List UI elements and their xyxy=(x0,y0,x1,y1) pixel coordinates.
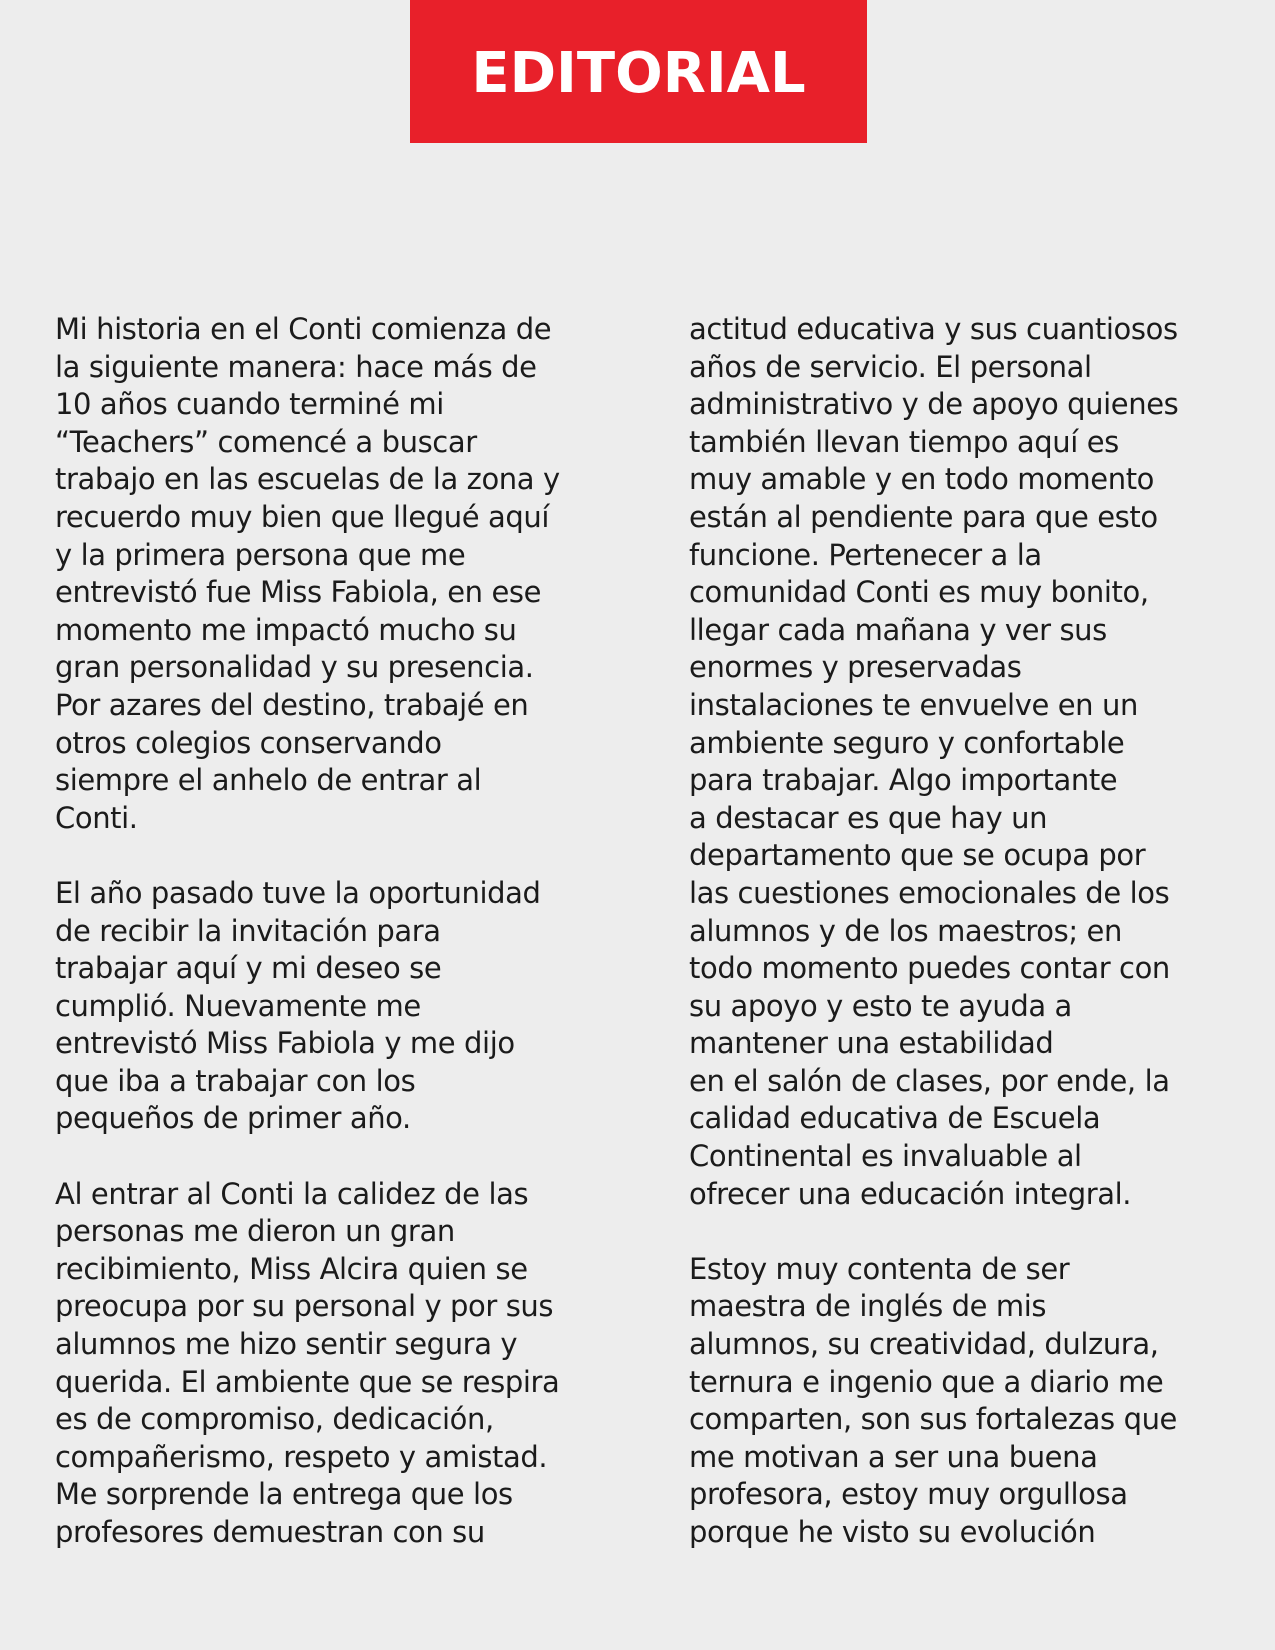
text-line: departamento que se ocupa por xyxy=(689,838,1146,873)
text-line: que iba a trabajar con los xyxy=(55,1063,416,1098)
text-line: ofrecer una educación integral. xyxy=(689,1176,1132,1211)
text-line: Continental es invaluable al xyxy=(689,1139,1082,1174)
text-line: las cuestiones emocionales de los xyxy=(689,875,1170,910)
text-line: calidad educativa de Escuela xyxy=(689,1101,1101,1136)
text-line: instalaciones te envuelve en un xyxy=(689,687,1138,722)
text-line: siempre el anhelo de entrar al xyxy=(55,763,482,798)
text-line: entrevistó fue Miss Fabiola, en ese xyxy=(55,575,542,610)
text-line: me motivan a ser una buena xyxy=(689,1439,1098,1474)
text-line: años de servicio. El personal xyxy=(689,349,1092,384)
text-line: preocupa por su personal y por sus xyxy=(55,1289,554,1324)
text-line: alumnos me hizo sentir segura y xyxy=(55,1327,518,1362)
right-column xyxy=(689,311,1259,1552)
text-line: otros colegios conservando xyxy=(55,725,442,760)
text-line: momento me impactó mucho su xyxy=(55,612,517,647)
page-title: EDITORIAL xyxy=(471,41,806,106)
paragraph xyxy=(55,1176,635,1552)
text-line: también llevan tiempo aquí es xyxy=(689,424,1119,459)
text-line: recibimiento, Miss Alcira quien se xyxy=(55,1251,528,1286)
text-line: alumnos, su creatividad, dulzura, xyxy=(689,1327,1159,1362)
paragraph xyxy=(55,875,635,1138)
text-line: El año pasado tuve la oportunidad xyxy=(55,875,541,910)
text-line: porque he visto su evolución xyxy=(689,1515,1096,1549)
text-line: trabajar aquí y mi deseo se xyxy=(55,951,442,986)
text-line: llegar cada mañana y ver sus xyxy=(689,612,1107,647)
paragraph-gap xyxy=(55,1138,635,1176)
text-line: Por azares del destino, trabajé en xyxy=(55,687,529,722)
text-line: pequeños de primer año. xyxy=(55,1101,411,1136)
text-line: comparten, son sus fortalezas que xyxy=(689,1402,1177,1437)
text-line: Estoy muy contenta de ser xyxy=(689,1251,1070,1286)
text-line: actitud educativa y sus cuantiosos xyxy=(689,312,1178,346)
text-line: ternura e ingenio que a diario me xyxy=(689,1364,1164,1399)
paragraph xyxy=(689,1251,1259,1552)
text-line: “Teachers” comencé a buscar xyxy=(55,424,477,459)
text-line: de recibir la invitación para xyxy=(55,913,441,948)
text-line: para trabajar. Algo importante xyxy=(689,763,1118,798)
text-line: gran personalidad y su presencia. xyxy=(55,650,534,685)
text-line: Me sorprende la entrega que los xyxy=(55,1477,513,1512)
text-line: y la primera persona que me xyxy=(55,537,466,572)
text-line: querida. El ambiente que se respira xyxy=(55,1364,560,1399)
text-line: entrevistó Miss Fabiola y me dijo xyxy=(55,1026,515,1061)
text-line: a destacar es que hay un xyxy=(689,800,1048,835)
text-line: muy amable y en todo momento xyxy=(689,462,1155,497)
text-line: profesores demuestran con su xyxy=(55,1515,485,1549)
text-line: Conti. xyxy=(55,800,138,835)
text-line: 10 años cuando terminé mi xyxy=(55,387,444,422)
text-line: en el salón de clases, por ende, la xyxy=(689,1063,1170,1098)
text-line: Al entrar al Conti la calidez de las xyxy=(55,1176,529,1211)
text-line: funcione. Pertenecer a la xyxy=(689,537,1042,572)
text-line: es de compromiso, dedicación, xyxy=(55,1402,494,1437)
text-line: la siguiente manera: hace más de xyxy=(55,349,537,384)
text-line: su apoyo y esto te ayuda a xyxy=(689,988,1072,1023)
text-line: ambiente seguro y confortable xyxy=(689,725,1125,760)
text-line: mantener una estabilidad xyxy=(689,1026,1054,1061)
text-line: están al pendiente para que esto xyxy=(689,499,1158,534)
text-line: enormes y preservadas xyxy=(689,650,1022,685)
text-line: compañerismo, respeto y amistad. xyxy=(55,1439,548,1474)
text-line: Mi historia en el Conti comienza de xyxy=(55,312,552,346)
paragraph xyxy=(689,311,1259,1213)
text-line: alumnos y de los maestros; en xyxy=(689,913,1122,948)
text-line: personas me dieron un gran xyxy=(55,1214,455,1249)
text-line: administrativo y de apoyo quienes xyxy=(689,387,1179,422)
text-line: cumplió. Nuevamente me xyxy=(55,988,421,1023)
paragraph xyxy=(55,311,635,837)
paragraph-gap xyxy=(55,837,635,875)
editorial-banner xyxy=(410,0,867,143)
text-line: recuerdo muy bien que llegué aquí xyxy=(55,499,550,534)
paragraph-gap xyxy=(689,1213,1259,1251)
left-column xyxy=(55,311,635,1552)
text-line: trabajo en las escuelas de la zona y xyxy=(55,462,560,497)
text-line: profesora, estoy muy orgullosa xyxy=(689,1477,1128,1512)
text-line: comunidad Conti es muy bonito, xyxy=(689,575,1149,610)
text-line: todo momento puedes contar con xyxy=(689,951,1170,986)
text-line: maestra de inglés de mis xyxy=(689,1289,1047,1324)
